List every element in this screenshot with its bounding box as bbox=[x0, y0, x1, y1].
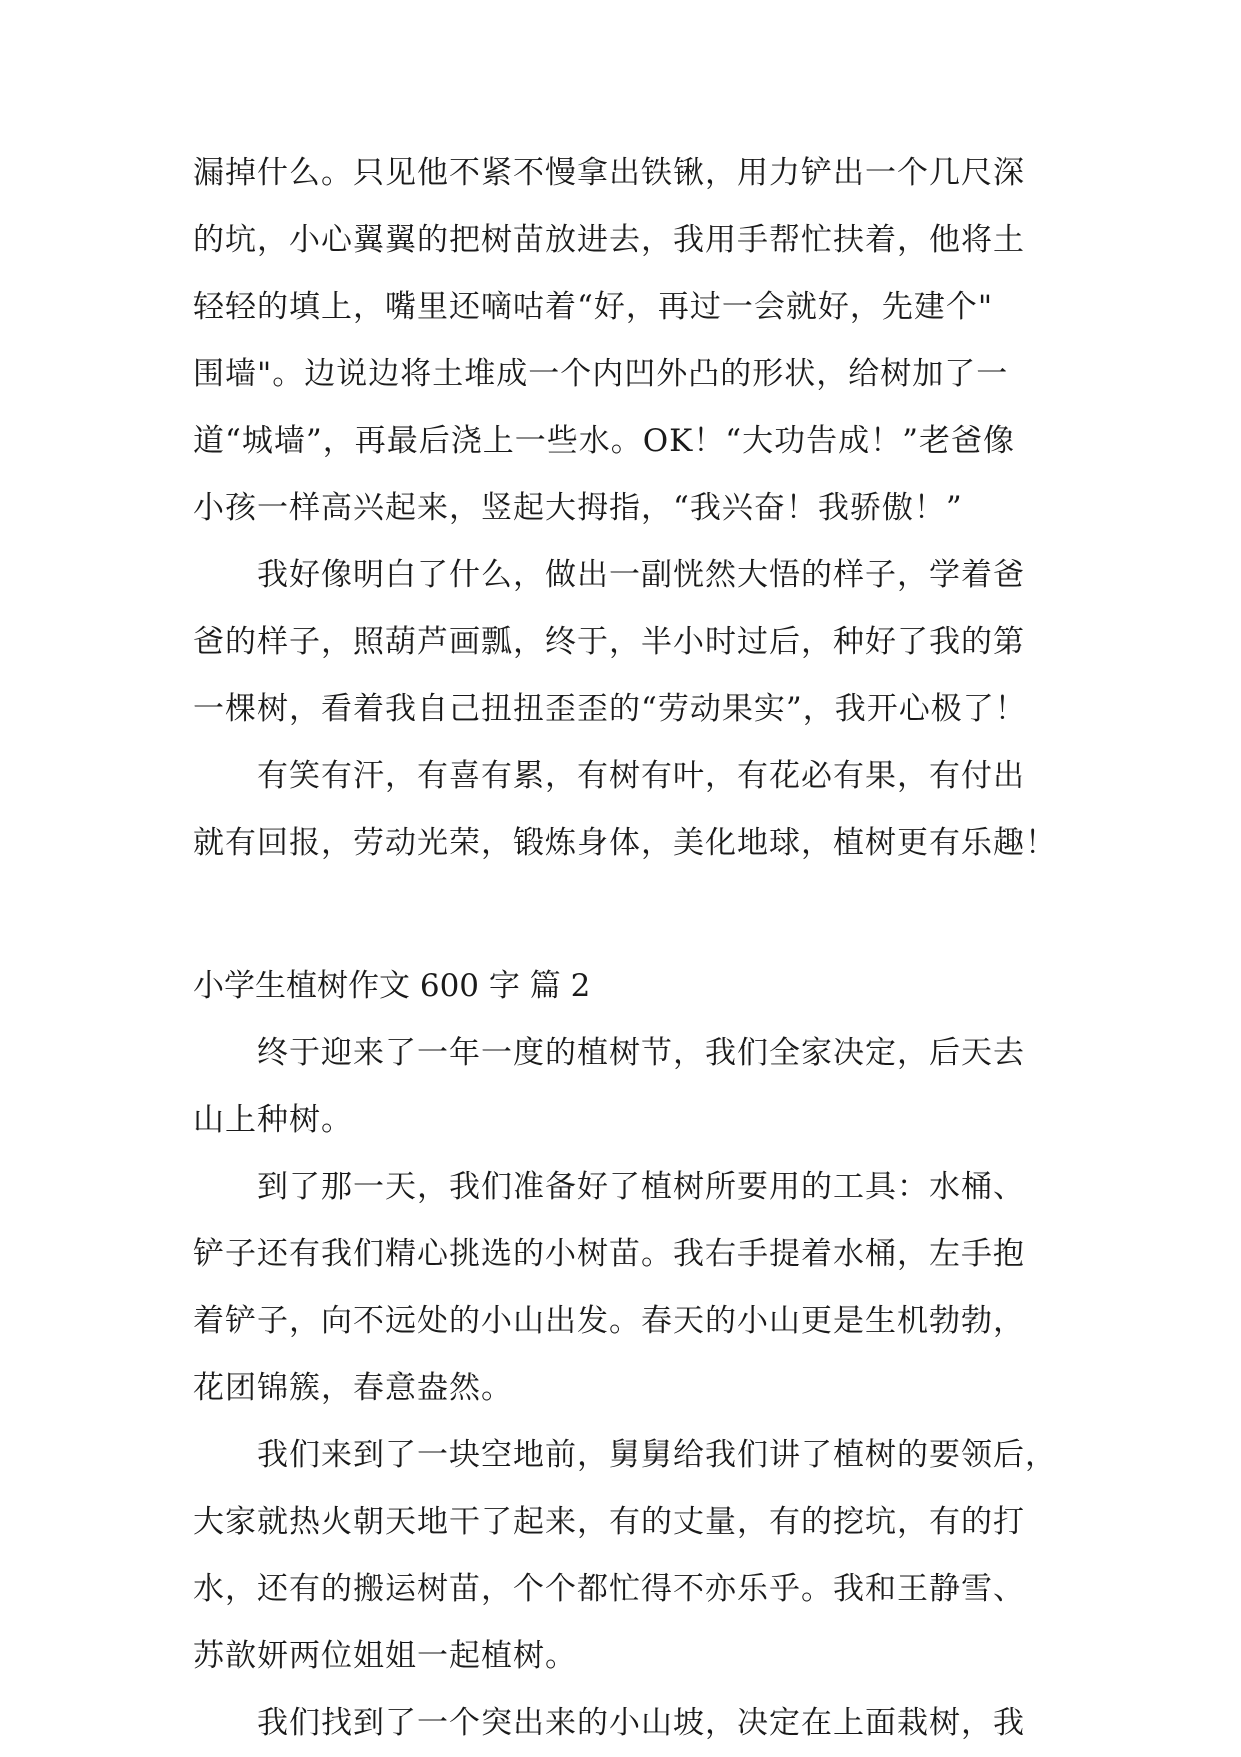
text-line: 花团锦簇，春意盎然。 bbox=[193, 1370, 513, 1406]
text-line: 我们找到了一个突出来的小山坡，决定在上面栽树，我 bbox=[193, 1705, 1025, 1741]
document-body bbox=[193, 140, 1057, 1757]
paragraph-block-1 bbox=[193, 140, 1057, 877]
section-heading: 小学生植树作文 600 字 篇 2 bbox=[193, 968, 591, 1004]
text-line: 有笑有汗，有喜有累，有树有叶，有花必有果，有付出 bbox=[193, 758, 1025, 794]
text-line: 的坑，小心翼翼的把树苗放进去，我用手帮忙扶着，他将土 bbox=[193, 222, 1025, 258]
text-line: 水，还有的搬运树苗，个个都忙得不亦乐乎。我和王静雪、 bbox=[193, 1571, 1025, 1607]
paragraph-block-2 bbox=[193, 1020, 1057, 1757]
text-line: 着铲子，向不远处的小山出发。春天的小山更是生机勃勃， bbox=[193, 1303, 1025, 1339]
text-line: 大家就热火朝天地干了起来，有的丈量，有的挖坑，有的打 bbox=[193, 1504, 1025, 1540]
text-line: 轻轻的填上，嘴里还嘀咕着“好，再过一会就好，先建个" bbox=[193, 289, 994, 325]
text-line: 终于迎来了一年一度的植树节，我们全家决定，后天去 bbox=[193, 1035, 1025, 1071]
text-line: 围墙"。边说边将土堆成一个内凹外凸的形状，给树加了一 bbox=[193, 356, 1009, 392]
text-line: 漏掉什么。只见他不紧不慢拿出铁锹，用力铲出一个几尺深 bbox=[193, 155, 1025, 191]
text-line: 道“城墙”，再最后浇上一些水。OK！“大功告成！”老爸像 bbox=[193, 423, 1015, 459]
section-gap bbox=[193, 877, 1053, 953]
text-line: 我好像明白了什么，做出一副恍然大悟的样子，学着爸 bbox=[193, 557, 1025, 593]
text-line: 一棵树，看着我自己扭扭歪歪的“劳动果实”，我开心极了！ bbox=[193, 691, 1027, 727]
text-line: 到了那一天，我们准备好了植树所要用的工具：水桶、 bbox=[193, 1169, 1025, 1205]
text-line: 就有回报，劳动光荣，锻炼身体，美化地球，植树更有乐趣！ bbox=[193, 825, 1057, 861]
text-line: 爸的样子，照葫芦画瓢，终于，半小时过后，种好了我的第 bbox=[193, 624, 1025, 660]
text-line: 苏歆妍两位姐姐一起植树。 bbox=[193, 1638, 577, 1674]
text-line: 我们来到了一块空地前，舅舅给我们讲了植树的要领后， bbox=[193, 1437, 1057, 1473]
text-line: 山上种树。 bbox=[193, 1102, 353, 1138]
text-line: 小孩一样高兴起来，竖起大拇指，“我兴奋！我骄傲！” bbox=[193, 490, 963, 526]
text-line: 铲子还有我们精心挑选的小树苗。我右手提着水桶，左手抱 bbox=[193, 1236, 1025, 1272]
